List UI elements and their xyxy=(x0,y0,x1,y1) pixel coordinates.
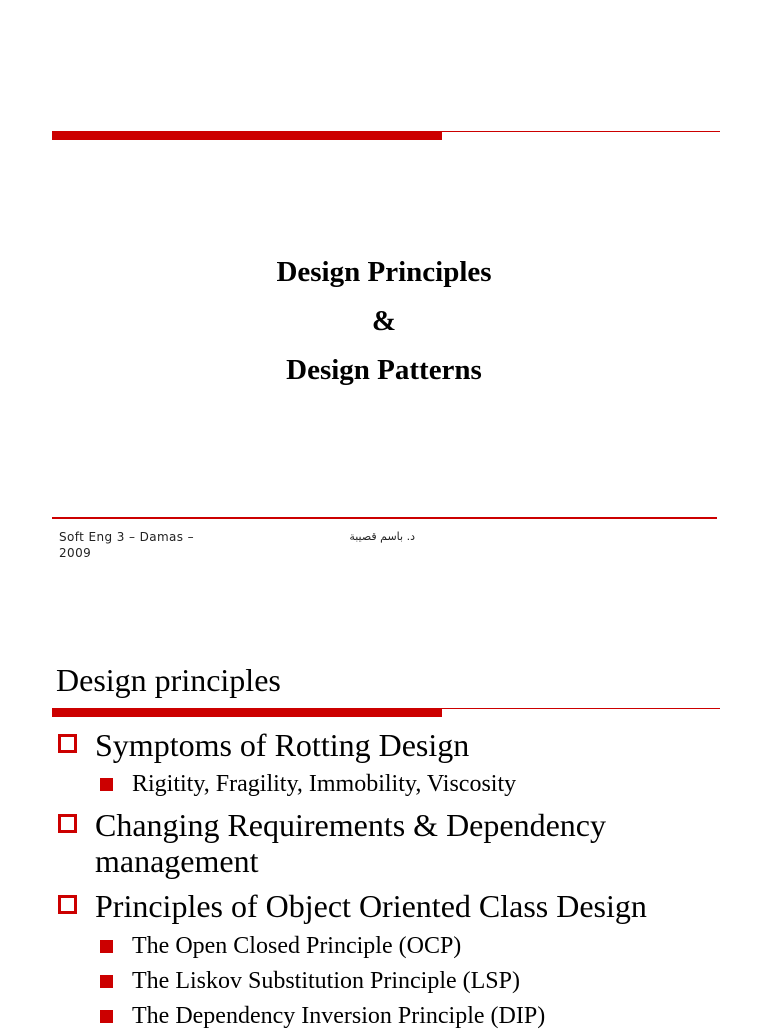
sub-bullet-item: The Liskov Substitution Principle (LSP) xyxy=(100,967,740,995)
sub-bullet-item: The Open Closed Principle (OCP) xyxy=(100,932,740,960)
slide-2-title: Design principles xyxy=(56,662,281,698)
title-line-1: Design Principles xyxy=(276,256,492,288)
filled-square-bullet-icon xyxy=(100,1010,113,1023)
header-accent-bar xyxy=(52,131,442,140)
bullet-item: Symptoms of Rotting Design xyxy=(58,727,738,763)
hollow-square-bullet-icon xyxy=(58,814,77,833)
hollow-square-bullet-icon xyxy=(58,734,77,753)
slide-2-accent-line xyxy=(442,708,720,709)
header-accent-line xyxy=(442,131,720,132)
filled-square-bullet-icon xyxy=(100,940,113,953)
filled-square-bullet-icon xyxy=(100,975,113,988)
slide-title xyxy=(0,248,768,395)
sub-bullet-item: Rigitity, Fragility, Immobility, Viscosity xyxy=(100,770,740,798)
title-line-3: Design Patterns xyxy=(286,354,482,386)
footer-author-label: د. باسم قصيبة xyxy=(349,530,415,543)
bullet-item: Principles of Object Oriented Class Design xyxy=(58,888,738,924)
title-line-2: & xyxy=(371,305,397,337)
footer-course-label: Soft Eng 3 – Damas – 2009 xyxy=(59,530,195,560)
footer-divider xyxy=(52,517,717,519)
filled-square-bullet-icon xyxy=(100,778,113,791)
slide-2-accent-bar xyxy=(52,708,442,717)
bullet-item: Changing Requirements & Dependency management xyxy=(58,807,738,879)
sub-bullet-item: The Dependency Inversion Principle (DIP) xyxy=(100,1002,740,1030)
hollow-square-bullet-icon xyxy=(58,895,77,914)
